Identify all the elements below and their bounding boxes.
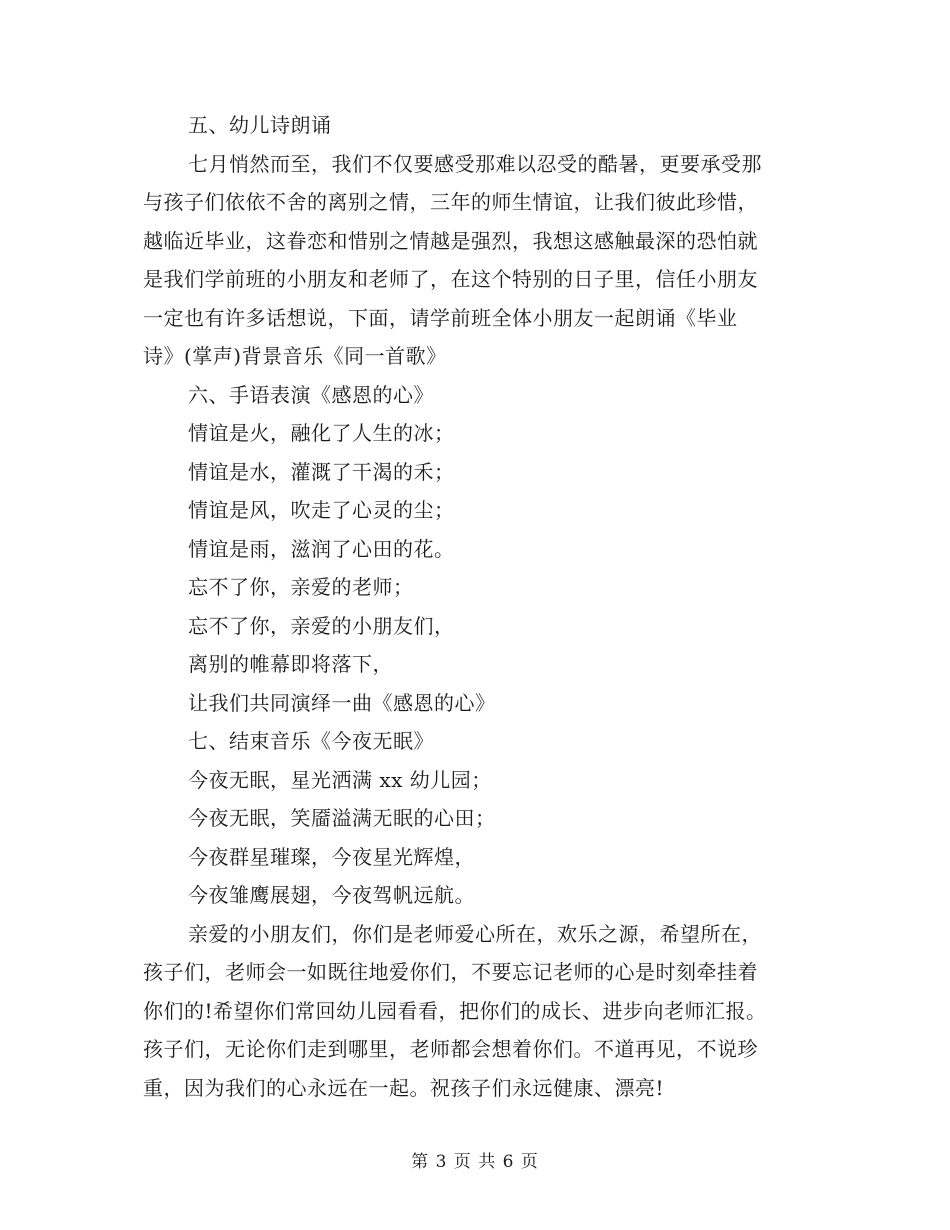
text-line: 情谊是雨，滋润了心田的花。 xyxy=(188,536,455,561)
text-line: 离别的帷幕即将落下， xyxy=(188,652,393,676)
text-line: 重，因为我们的心永远在一起。祝孩子们永远健康、漂亮! xyxy=(143,1075,665,1100)
text-line: 孩子们，老师会一如既往地爱你们，不要忘记老师的心是时刻牵挂着 xyxy=(143,960,758,984)
document-body xyxy=(143,106,803,1107)
text-line: 亲爱的小朋友们，你们是老师爱心所在，欢乐之源，希望所在， xyxy=(188,921,762,946)
text-line: 七月悄然而至，我们不仅要感受那难以忍受的酷暑，更要承受那 xyxy=(188,151,762,176)
page-number-footer: 第 3 页 共 6 页 xyxy=(411,1152,539,1172)
text-line: 越临近毕业，这眷恋和惜别之情越是强烈，我想这感触最深的恐怕就 xyxy=(143,228,758,253)
text-line: 五、幼儿诗朗诵 xyxy=(188,113,332,137)
text-line: 七、结束音乐《今夜无眠》 xyxy=(188,729,434,753)
text-line: 今夜群星璀璨，今夜星光辉煌， xyxy=(188,844,475,869)
text-line: 让我们共同演绎一曲《感恩的心》 xyxy=(188,690,496,715)
text-line: 六、手语表演《感恩的心》 xyxy=(188,382,434,407)
text-line: 情谊是水，灌溉了干渴的禾； xyxy=(188,459,455,484)
text-line: 你们的!希望你们常回幼儿园看看，把你们的成长、进步向老师汇报。 xyxy=(143,998,767,1023)
text-line: 与孩子们依依不舍的离别之情，三年的师生情谊，让我们彼此珍惜， xyxy=(143,190,758,214)
text-line: 是我们学前班的小朋友和老师了，在这个特别的日子里，信任小朋友 xyxy=(143,267,758,291)
text-line: 忘不了你，亲爱的小朋友们， xyxy=(188,613,455,638)
text-line: 诗》(掌声)背景音乐《同一首歌》 xyxy=(143,344,447,368)
text-line: 今夜雏鹰展翅，今夜驾帆远航。 xyxy=(188,883,475,907)
text-line: 情谊是风，吹走了心灵的尘； xyxy=(188,498,455,522)
text-line: 忘不了你，亲爱的老师； xyxy=(188,575,414,599)
text-line: 今夜无眠，星光洒满 xx 幼儿园； xyxy=(188,767,492,792)
text-line: 一定也有许多话想说，下面，请学前班全体小朋友一起朗诵《毕业 xyxy=(143,305,738,330)
text-line: 今夜无眠，笑靥溢满无眠的心田； xyxy=(188,806,496,830)
text-line: 孩子们，无论你们走到哪里，老师都会想着你们。不道再见，不说珍 xyxy=(143,1037,758,1061)
text-line: 情谊是火，融化了人生的冰； xyxy=(188,421,455,445)
